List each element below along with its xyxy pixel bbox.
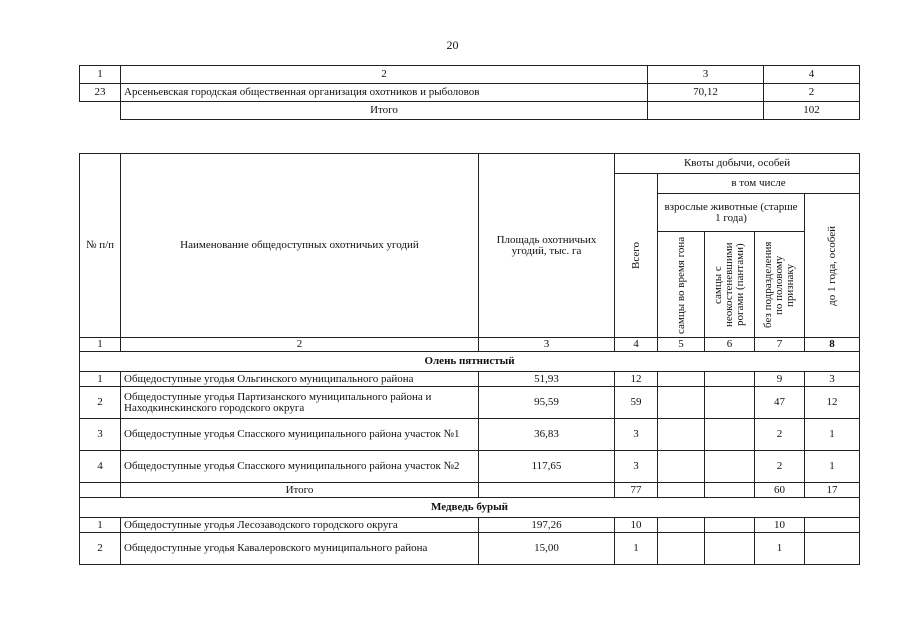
table-row <box>80 533 860 565</box>
header-quota: Квоты добычи, особей <box>615 154 860 174</box>
row-males-antlers <box>705 419 755 451</box>
row-area: 70,12 <box>648 84 764 102</box>
row-no-sex: 1 <box>755 533 805 565</box>
row-area: 95,59 <box>479 387 615 419</box>
row-name: Общедоступные угодья Ольгинского муниципального района <box>121 372 479 387</box>
header-males-antlers: самцы с неокостеневшими рогами (пантами) <box>705 232 755 338</box>
table-row <box>80 419 860 451</box>
row-males-antlers <box>705 387 755 419</box>
quota-table <box>79 153 860 565</box>
total-label: Итого <box>121 483 479 498</box>
total-label: Итого <box>121 102 648 120</box>
row-males-antlers <box>705 533 755 565</box>
col-number: 1 <box>80 338 121 352</box>
row-no-sex: 2 <box>755 419 805 451</box>
section-title: Медведь бурый <box>80 498 860 518</box>
row-value: 2 <box>764 84 860 102</box>
row-males-antlers <box>705 451 755 483</box>
top-table-header-row <box>80 66 860 84</box>
section-header <box>80 498 860 518</box>
row-no-sex: 10 <box>755 518 805 533</box>
header-adults: взрослые животные (старше 1 года) <box>658 194 805 232</box>
header-total: Всего <box>615 174 658 338</box>
row-total: 3 <box>615 419 658 451</box>
row-number: 23 <box>80 84 121 102</box>
row-males-rut <box>658 419 705 451</box>
row-area: 117,65 <box>479 451 615 483</box>
row-males-antlers <box>705 372 755 387</box>
top-header-cell: 3 <box>648 66 764 84</box>
row-males-rut <box>658 387 705 419</box>
total-no-sex: 60 <box>755 483 805 498</box>
row-number: 4 <box>80 451 121 483</box>
col-number: 7 <box>755 338 805 352</box>
row-name: Общедоступные угодья Партизанского муниципального района и Находкинскинского городского округа <box>121 387 479 419</box>
row-males-rut <box>658 372 705 387</box>
row-number: 1 <box>80 518 121 533</box>
row-males-rut <box>658 451 705 483</box>
header-including: в том числе <box>658 174 860 194</box>
row-total: 10 <box>615 518 658 533</box>
row-area: 51,93 <box>479 372 615 387</box>
row-total: 59 <box>615 387 658 419</box>
row-males-antlers <box>705 518 755 533</box>
row-name: Общедоступные угодья Спасского муниципального района участок №2 <box>121 451 479 483</box>
row-name: Общедоступные угодья Спасского муниципального района участок №1 <box>121 419 479 451</box>
row-total: 12 <box>615 372 658 387</box>
row-number: 1 <box>80 372 121 387</box>
total-row <box>80 483 860 498</box>
column-numbers-row <box>80 338 860 352</box>
top-header-cell: 4 <box>764 66 860 84</box>
row-young: 1 <box>805 451 860 483</box>
table-row <box>80 372 860 387</box>
row-males-rut <box>658 533 705 565</box>
col-number: 3 <box>479 338 615 352</box>
row-area: 36,83 <box>479 419 615 451</box>
section-header <box>80 352 860 372</box>
col-number: 2 <box>121 338 479 352</box>
page-number: 20 <box>446 38 459 52</box>
row-no-sex: 2 <box>755 451 805 483</box>
row-young: 1 <box>805 419 860 451</box>
table-row <box>80 387 860 419</box>
top-header-cell: 1 <box>80 66 121 84</box>
row-name: Арсеньевская городская общественная организация охотников и рыболовов <box>121 84 648 102</box>
table-row <box>80 84 860 102</box>
row-number: 2 <box>80 387 121 419</box>
top-header-cell: 2 <box>121 66 648 84</box>
row-number: 3 <box>80 419 121 451</box>
header-males-rut: самцы во время гона <box>658 232 705 338</box>
row-no-sex: 9 <box>755 372 805 387</box>
table-row <box>80 518 860 533</box>
table-row <box>80 451 860 483</box>
row-name: Общедоступные угодья Кавалеровского муниципального района <box>121 533 479 565</box>
header-young: до 1 года, особей <box>805 194 860 338</box>
col-number: 8 <box>805 338 860 352</box>
header-no-sex: без подразделения по половому признаку <box>755 232 805 338</box>
row-total: 3 <box>615 451 658 483</box>
header-area: Площадь охотничьих угодий, тыс. га <box>479 154 615 338</box>
header-name: Наименование общедоступных охотничьих угодий <box>121 154 479 338</box>
section-title: Олень пятнистый <box>80 352 860 372</box>
row-males-rut <box>658 518 705 533</box>
row-name: Общедоступные угодья Лесозаводского городского округа <box>121 518 479 533</box>
total-value: 102 <box>764 102 860 120</box>
row-no-sex: 47 <box>755 387 805 419</box>
row-number: 2 <box>80 533 121 565</box>
header-number: № п/п <box>80 154 121 338</box>
row-young <box>805 533 860 565</box>
total-young: 17 <box>805 483 860 498</box>
row-young: 12 <box>805 387 860 419</box>
total-value: 77 <box>615 483 658 498</box>
row-young: 3 <box>805 372 860 387</box>
top-table <box>79 65 860 120</box>
col-number: 4 <box>615 338 658 352</box>
row-total: 1 <box>615 533 658 565</box>
row-young <box>805 518 860 533</box>
col-number: 5 <box>658 338 705 352</box>
total-row <box>80 102 860 120</box>
row-area: 197,26 <box>479 518 615 533</box>
col-number: 6 <box>705 338 755 352</box>
row-area: 15,00 <box>479 533 615 565</box>
